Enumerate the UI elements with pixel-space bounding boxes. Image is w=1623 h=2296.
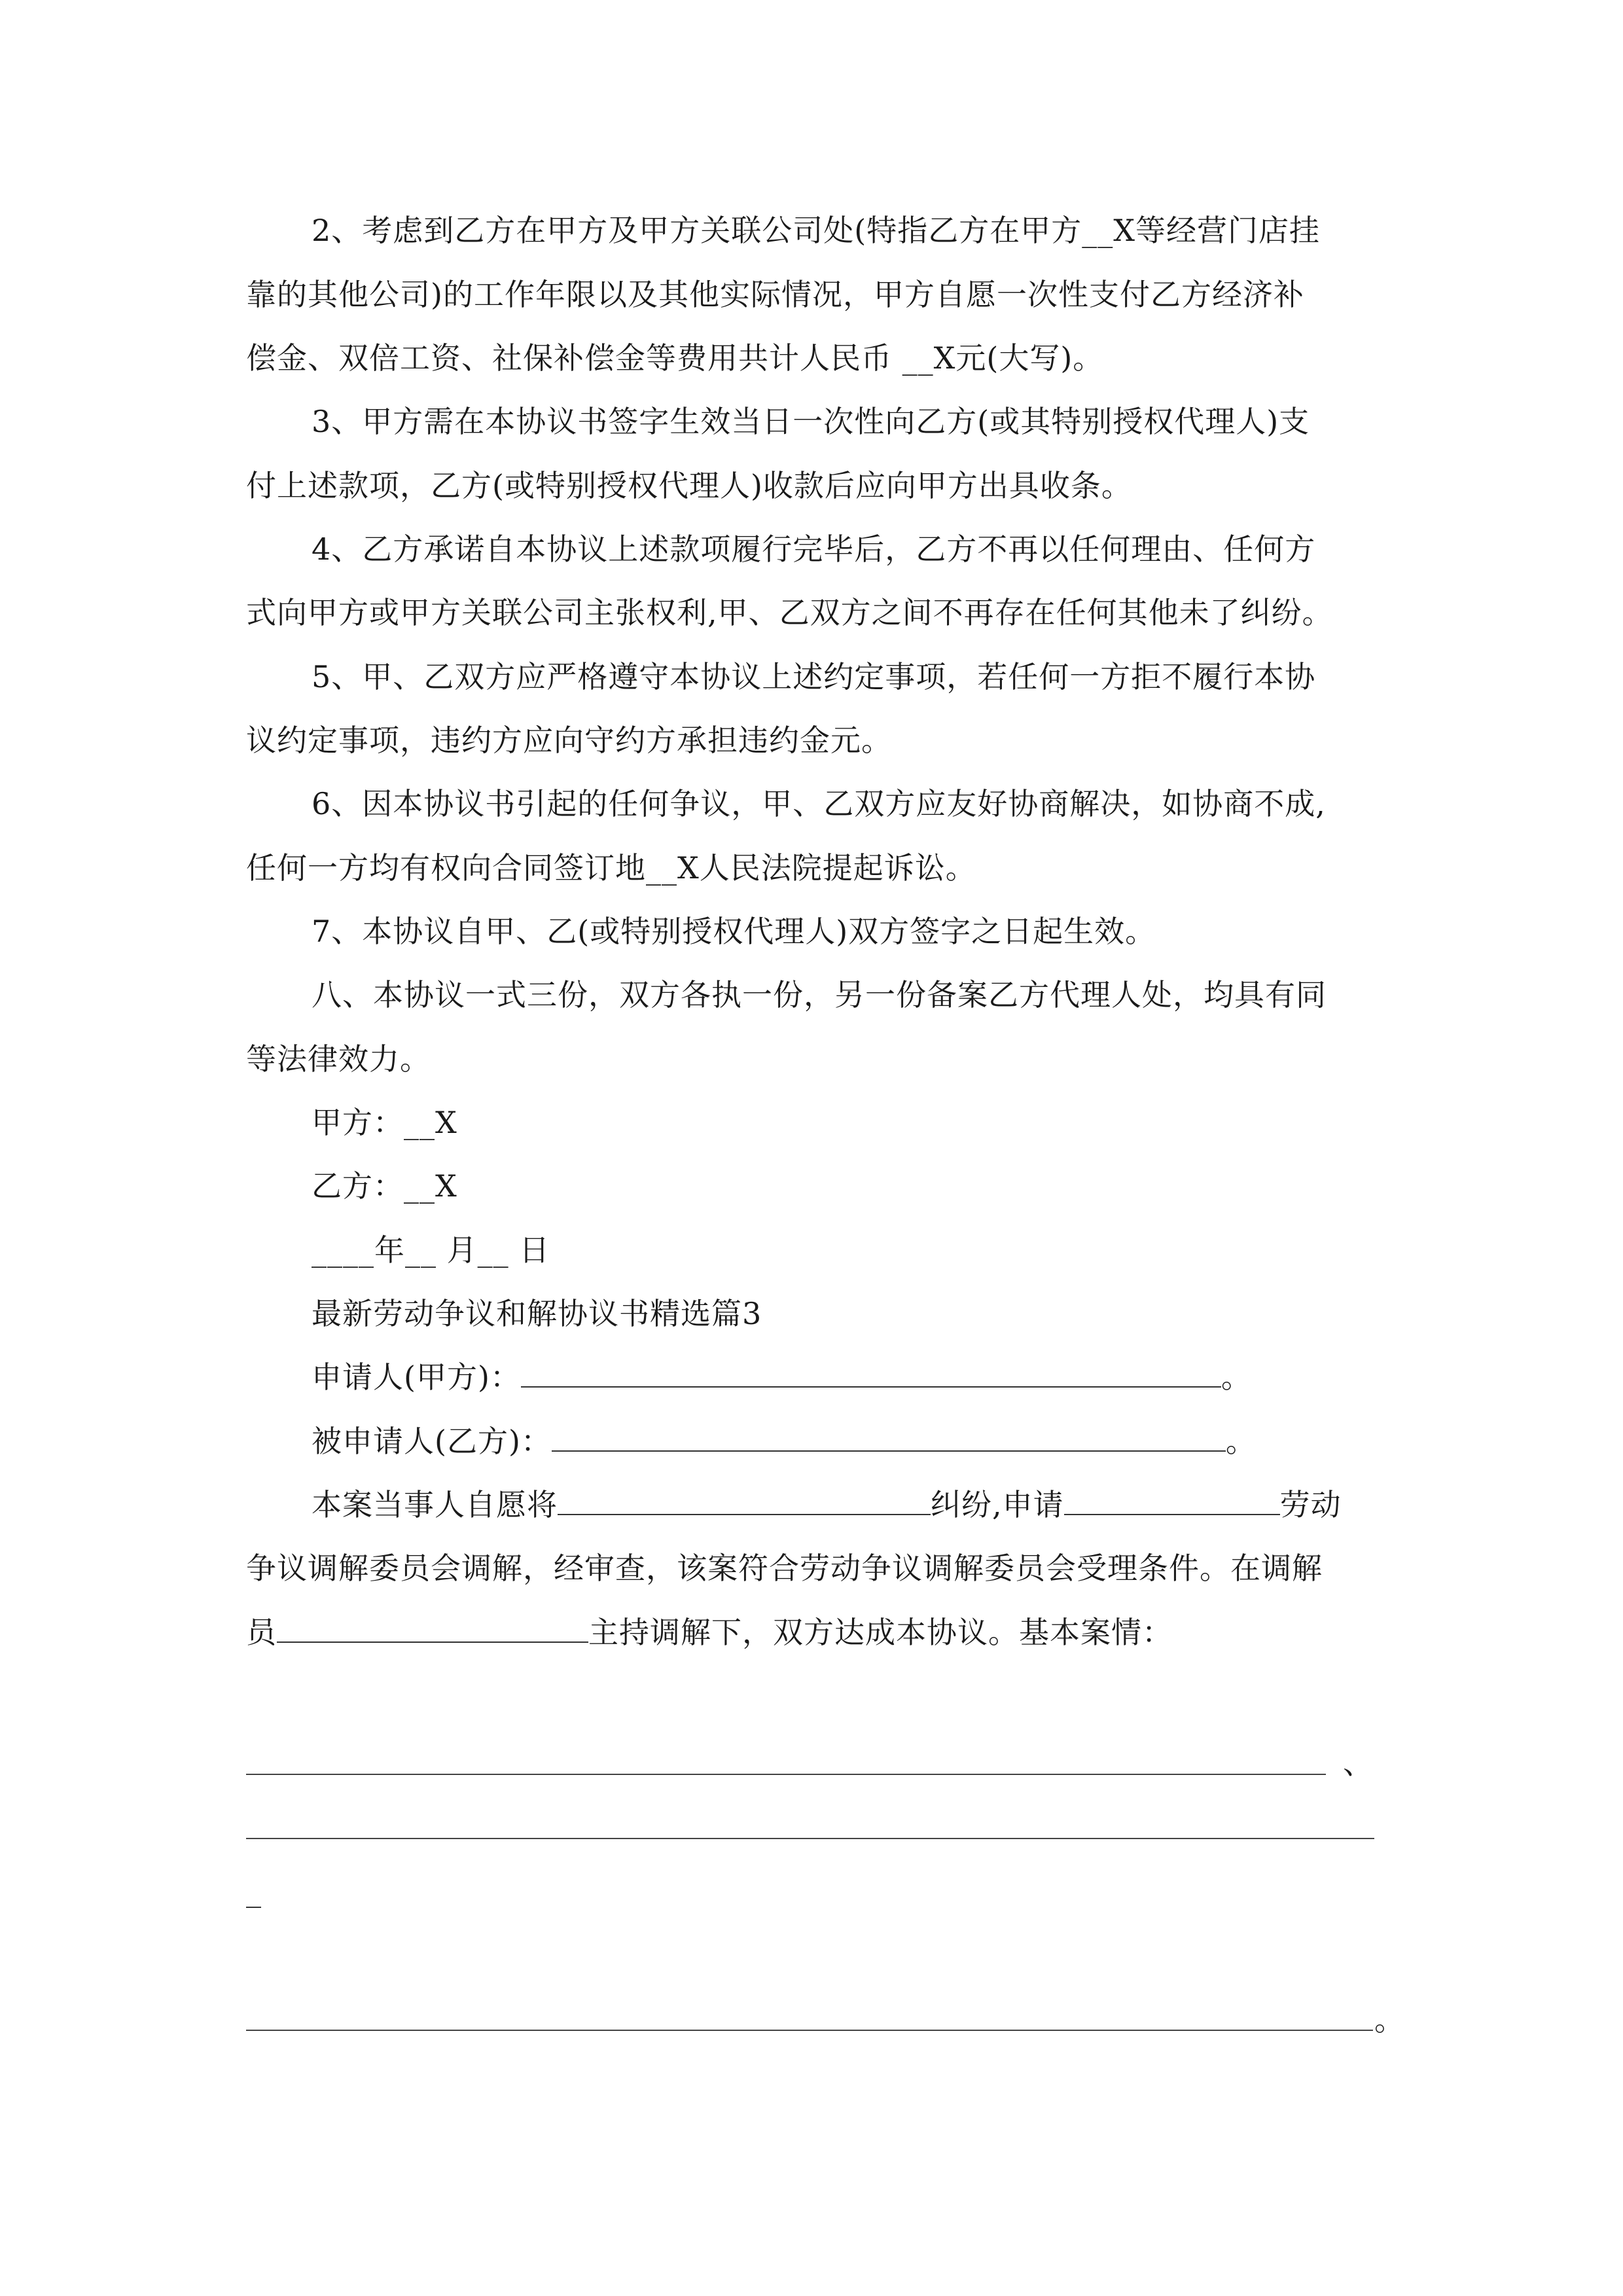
case-text-3: 劳动: [1279, 1487, 1342, 1522]
party-b-signature: 乙方：__X: [312, 1168, 457, 1204]
committee-blank: [1064, 1485, 1280, 1515]
dispute-blank: [558, 1485, 931, 1515]
case-line-3: [246, 1613, 1173, 1652]
clause-3-line-2: 付上述款项，乙方(或特别授权代理人)收款后应向甲方出具收条。: [246, 468, 1132, 503]
clause-4-line-2: 式向甲方或甲方关联公司主张权利,甲、乙双方之间不再存在任何其他未了纠纷。: [246, 595, 1333, 630]
respondent-line: [312, 1422, 1257, 1461]
clause-6-line-1: 6、因本协议书引起的任何争议，甲、乙双方应友好协商解决，如协商不成,: [312, 786, 1326, 821]
clause-2-line-3: 偿金、双倍工资、社保补偿金等费用共计人民币 __X元(大写)。: [246, 340, 1104, 376]
party-a-signature: 甲方：__X: [312, 1105, 457, 1140]
comma-mark: 、: [1343, 1746, 1373, 1781]
case-text-1: 本案当事人自愿将: [312, 1487, 558, 1522]
respondent-blank: [552, 1422, 1226, 1452]
respondent-period: 。: [1225, 1424, 1257, 1459]
case-line-1: [312, 1485, 1342, 1524]
clause-6-line-2: 任何一方均有权向合同签订地__X人民法院提起诉讼。: [246, 850, 976, 886]
case-detail-line-1: [246, 1774, 1326, 1775]
clause-8-line-2: 等法律效力。: [246, 1041, 431, 1077]
clause-5-line-2: 议约定事项，违约方应向守约方承担违约金元。: [246, 723, 892, 758]
dash-mark: _: [246, 1873, 261, 1908]
clause-2-line-1: 2、考虑到乙方在甲方及甲方关联公司处(特指乙方在甲方__X等经营门店挂: [312, 213, 1320, 248]
clause-8-line-1: 八、本协议一式三份，双方各执一份，另一份备案乙方代理人处，均具有同: [312, 977, 1327, 1013]
case-text-2: 纠纷,申请: [931, 1487, 1064, 1522]
clause-3-line-1: 3、甲方需在本协议书签字生效当日一次性向乙方(或其特别授权代理人)支: [312, 404, 1310, 439]
section-title: 最新劳动争议和解协议书精选篇3: [312, 1296, 762, 1331]
case-detail-line-3: [246, 2030, 1373, 2031]
applicant-line: [312, 1357, 1252, 1397]
applicant-period: 。: [1221, 1359, 1252, 1395]
clause-2-line-2: 靠的其他公司)的工作年限以及其他实际情况，甲方自愿一次性支付乙方经济补: [246, 277, 1304, 312]
case-text-5: 主持调解下，双方达成本协议。基本案情：: [588, 1615, 1173, 1650]
case-detail-line-2: [246, 1838, 1374, 1839]
clause-5-line-1: 5、甲、乙双方应严格遵守本协议上述约定事项，若任何一方拒不履行本协: [312, 659, 1316, 694]
respondent-label: 被申请人(乙方)：: [312, 1424, 552, 1459]
clause-7: 7、本协议自甲、乙(或特别授权代理人)双方签字之日起生效。: [312, 914, 1156, 949]
clause-4-line-1: 4、乙方承诺自本协议上述款项履行完毕后，乙方不再以任何理由、任何方: [312, 531, 1316, 567]
case-line-2: 争议调解委员会调解，经审查，该案符合劳动争议调解委员会受理条件。在调解: [246, 1551, 1323, 1586]
applicant-label: 申请人(甲方)：: [312, 1359, 521, 1395]
case-text-4: 员: [246, 1615, 277, 1650]
applicant-blank: [521, 1357, 1221, 1388]
final-period: 。: [1374, 2002, 1404, 2037]
mediator-blank: [277, 1613, 588, 1643]
signing-date: ____年__ 月__ 日: [312, 1232, 550, 1268]
